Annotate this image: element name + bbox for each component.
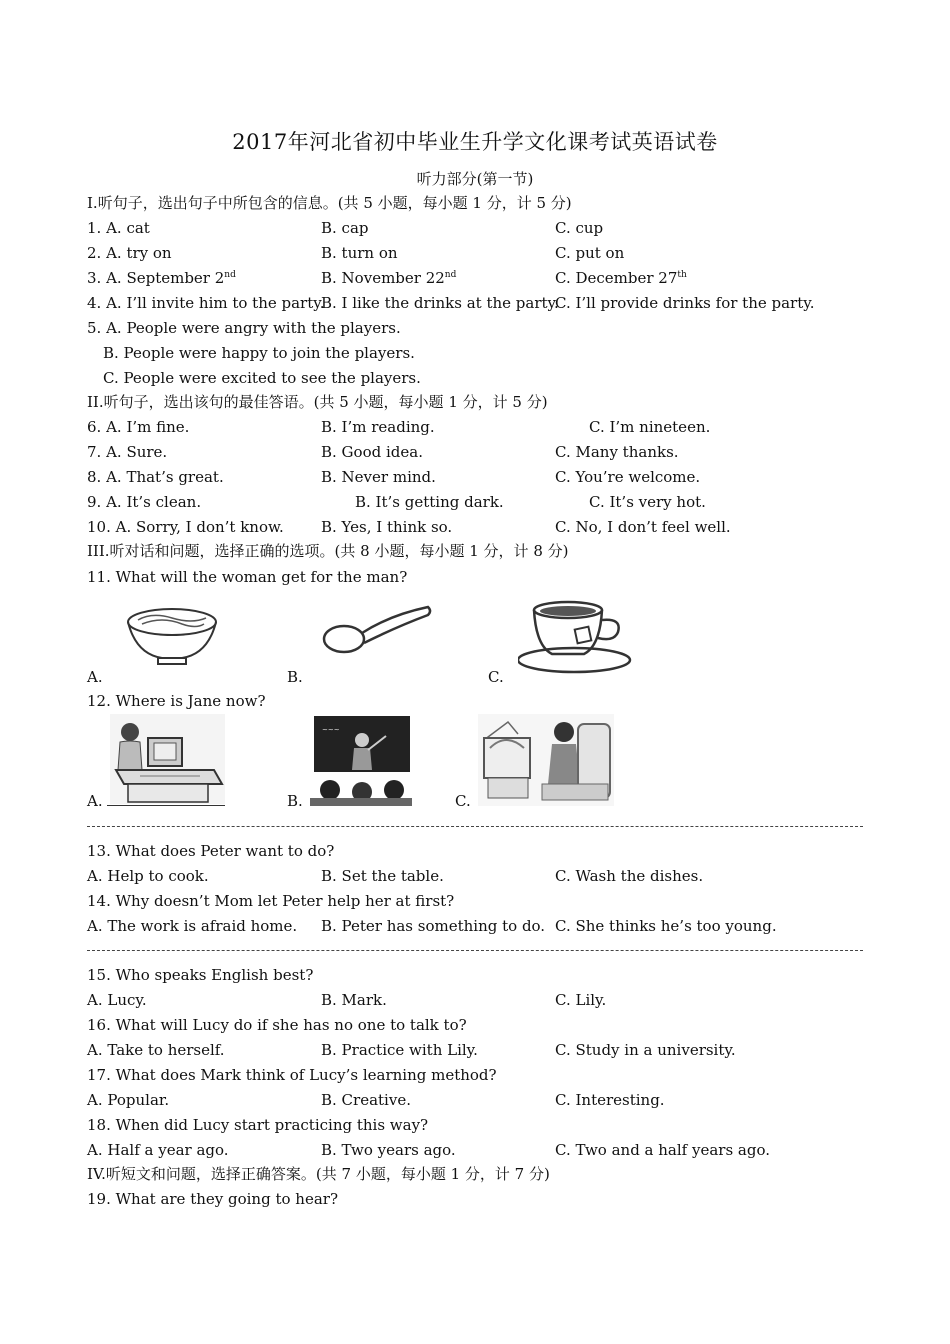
section-4-heading: IV.听短文和问题，选择正确答案。(共 7 小题，每小题 1 分，计 7 分) — [87, 1165, 550, 1183]
q7-option-c: C. Many thanks. — [555, 443, 679, 461]
svg-text:~~~: ~~~ — [322, 726, 340, 734]
q14-option-c: C. She thinks he’s too young. — [555, 917, 777, 935]
q16-option-c: C. Study in a university. — [555, 1041, 736, 1059]
q15-option-b: B. Mark. — [321, 991, 387, 1009]
q1-option-b: B. cap — [321, 219, 369, 237]
q10-option-b: B. Yes, I think so. — [321, 518, 453, 536]
q13-option-a: A. Help to cook. — [87, 867, 209, 885]
q7-option-a: 7. A. Sure. — [87, 443, 168, 461]
q3-a-text: 3. A. September 2 — [87, 269, 225, 287]
q11-label-b: B. — [287, 668, 303, 686]
dashed-divider — [87, 826, 863, 827]
dashed-divider — [87, 950, 863, 951]
answer-underline — [107, 793, 225, 806]
q12-label-c: C. — [455, 792, 471, 810]
q5-option-a: 5. A. People were angry with the players. — [87, 319, 401, 337]
q15-option-a: A. Lucy. — [87, 991, 147, 1009]
q3-option-b — [321, 268, 456, 288]
q18-option-a: A. Half a year ago. — [87, 1141, 229, 1159]
q3-b-text: B. November 22 — [321, 269, 445, 287]
section-1-heading: I.听句子，选出句子中所包含的信息。(共 5 小题，每小题 1 分，计 5 分) — [87, 194, 572, 212]
q12-question: 12. Where is Jane now? — [87, 692, 266, 710]
q6-option-b: B. I’m reading. — [321, 418, 435, 436]
q18-question: 18. When did Lucy start practicing this way? — [87, 1116, 429, 1134]
section-2-heading: II.听句子，选出该句的最佳答语。(共 5 小题，每小题 1 分，计 5 分) — [87, 393, 548, 411]
q9-option-b: B. It’s getting dark. — [355, 493, 504, 511]
q10-option-a: 10. A. Sorry, I don’t know. — [87, 518, 284, 536]
q1-option-a: 1. A. cat — [87, 219, 150, 237]
q17-question: 17. What does Mark think of Lucy’s learning method? — [87, 1066, 497, 1084]
q18-option-c: C. Two and a half years ago. — [555, 1141, 771, 1159]
q8-option-c: C. You’re welcome. — [555, 468, 701, 486]
q13-option-c: C. Wash the dishes. — [555, 867, 704, 885]
q3-c-sup: th — [677, 270, 687, 280]
q12-label-b: B. — [287, 792, 303, 810]
q2-option-a: 2. A. try on — [87, 244, 172, 262]
q14-question: 14. Why doesn’t Mom let Peter help her at first? — [87, 892, 455, 910]
q17-option-b: B. Creative. — [321, 1091, 411, 1109]
page-title: 2017年河北省初中毕业生升学文化课考试英语试卷 — [232, 130, 718, 154]
q5-option-b: B. People were happy to join the players. — [103, 344, 415, 362]
living-room-tv-picture — [478, 714, 614, 806]
q6-option-c: C. I’m nineteen. — [589, 418, 711, 436]
q1-option-c: C. cup — [555, 219, 604, 237]
q10-option-c: C. No, I don’t feel well. — [555, 518, 731, 536]
q4-option-b: B. I like the drinks at the party. — [321, 294, 559, 312]
q5-option-c: C. People were excited to see the players. — [103, 369, 421, 387]
q3-b-sup: nd — [444, 270, 457, 280]
q18-option-b: B. Two years ago. — [321, 1141, 456, 1159]
noodle-bowl-picture — [122, 604, 222, 668]
q3-c-text: C. December 27 — [555, 269, 678, 287]
q13-question: 13. What does Peter want to do? — [87, 842, 335, 860]
q7-option-b: B. Good idea. — [321, 443, 423, 461]
q3-option-a — [87, 268, 236, 288]
q13-option-b: B. Set the table. — [321, 867, 444, 885]
q3-option-c — [555, 268, 687, 288]
q2-option-c: C. put on — [555, 244, 625, 262]
q6-option-a: 6. A. I’m fine. — [87, 418, 190, 436]
q8-option-b: B. Never mind. — [321, 468, 436, 486]
q2-option-b: B. turn on — [321, 244, 398, 262]
q12-label-a — [87, 791, 225, 811]
q4-option-a: 4. A. I’ll invite him to the party. — [87, 294, 325, 312]
page-subtitle: 听力部分(第一节) — [416, 170, 534, 188]
q14-option-b: B. Peter has something to do. — [321, 917, 546, 935]
q19-question: 19. What are they going to hear? — [87, 1190, 338, 1208]
q3-a-sup: nd — [224, 270, 236, 280]
q17-option-a: A. Popular. — [87, 1091, 170, 1109]
q17-option-c: C. Interesting. — [555, 1091, 665, 1109]
q11-label-c: C. — [488, 668, 504, 686]
q11-question: 11. What will the woman get for the man? — [87, 568, 408, 586]
q12-a-text: A. — [87, 792, 103, 810]
q16-question: 16. What will Lucy do if she has no one to talk to? — [87, 1016, 467, 1034]
q16-option-b: B. Practice with Lily. — [321, 1041, 478, 1059]
classroom-picture — [310, 714, 412, 806]
q9-option-c: C. It’s very hot. — [589, 493, 706, 511]
tea-cup-picture — [518, 598, 634, 680]
q15-question: 15. Who speaks English best? — [87, 966, 314, 984]
q11-label-a: A. — [87, 668, 103, 686]
q16-option-a: A. Take to herself. — [87, 1041, 225, 1059]
section-3-heading: III.听对话和问题，选择正确的选项。(共 8 小题，每小题 1 分，计 8 分) — [87, 542, 569, 560]
q8-option-a: 8. A. That’s great. — [87, 468, 224, 486]
q15-option-c: C. Lily. — [555, 991, 607, 1009]
q9-option-a: 9. A. It’s clean. — [87, 493, 202, 511]
q14-option-a: A. The work is afraid home. — [87, 917, 298, 935]
spoon-picture — [320, 603, 436, 657]
q4-option-c: C. I’ll provide drinks for the party. — [555, 294, 815, 312]
